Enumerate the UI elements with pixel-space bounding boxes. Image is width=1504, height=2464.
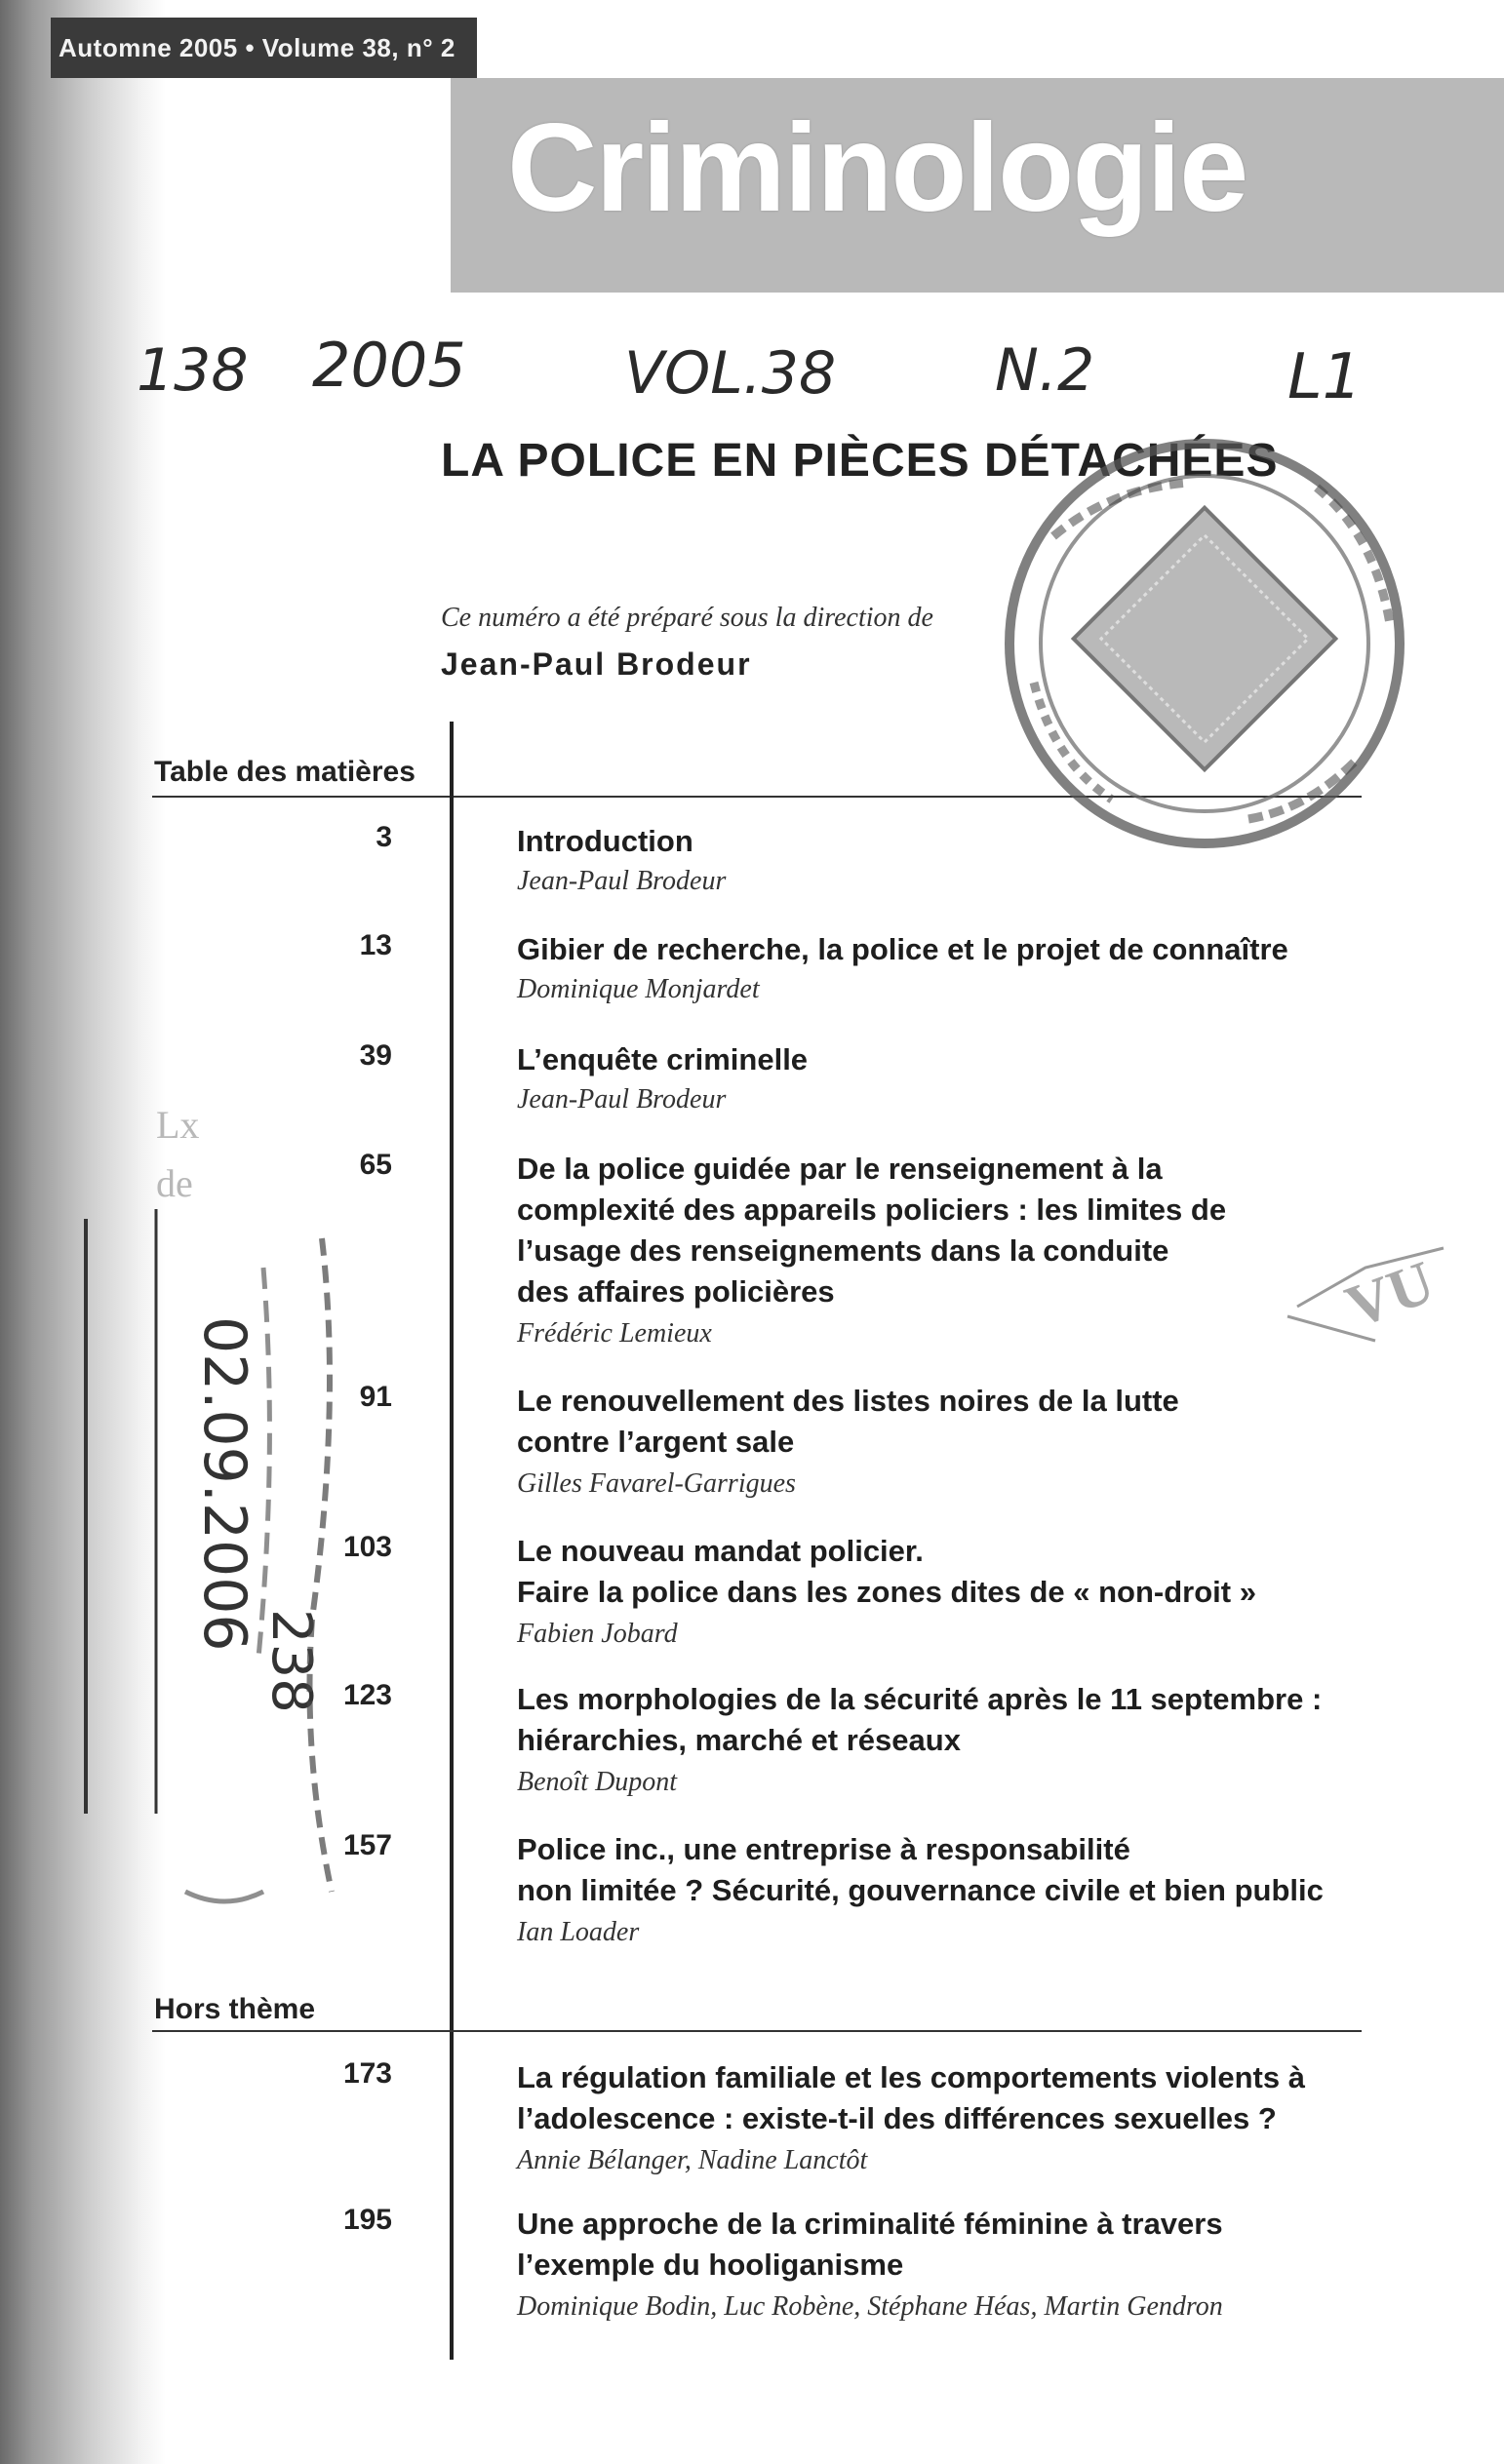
toc-entry-title-line: Faire la police dans les zones dites de « non-droit »: [517, 1575, 1256, 1609]
toc-entry-title-line: Police inc., une entreprise à responsabilité: [517, 1832, 1130, 1866]
toc-entry-author: Dominique Monjardet: [517, 974, 760, 1004]
toc-entry-title-line: l’exemple du hooliganisme: [517, 2248, 904, 2282]
hors-theme-rule: [152, 2030, 1362, 2032]
toc-entry-author: Benoît Dupont: [517, 1767, 678, 1797]
toc-page-number: 39: [359, 1039, 392, 1072]
toc-vertical-rule: [450, 722, 454, 2360]
toc-entry-author: Fabien Jobard: [517, 1619, 678, 1649]
toc-entry-title-line: complexité des appareils policiers : les limites de: [517, 1193, 1227, 1227]
vu-stamp-text: VU: [1337, 1248, 1444, 1342]
toc-entry-title-line: De la police guidée par le renseignement à la: [517, 1152, 1163, 1186]
toc-page-number: 195: [342, 2204, 392, 2236]
toc-page-number: 103: [342, 1531, 392, 1563]
toc-page-number: 123: [342, 1679, 392, 1711]
toc-page-number: 173: [342, 2057, 392, 2090]
library-stamp-icon: [995, 429, 1414, 907]
toc-entry-author: Ian Loader: [517, 1917, 640, 1947]
registration-number: 238: [259, 1609, 323, 1713]
toc-entry-title: L’enquête criminelle: [517, 1042, 809, 1076]
toc-entry-title-line: Le nouveau mandat policier.: [517, 1534, 924, 1568]
prepared-intro: Ce numéro a été préparé sous la direction de: [441, 603, 933, 633]
toc-entry-title-line: l’usage des renseignements dans la conduite: [517, 1233, 1169, 1268]
toc-label: Table des matières: [154, 756, 416, 788]
toc-entry-title-line: La régulation familiale et les comportements violents à: [517, 2060, 1305, 2094]
bleed-through-text: de: [156, 1161, 193, 1205]
toc-entry-title-line: Les morphologies de la sécurité après le 11 septembre :: [517, 1682, 1323, 1716]
issue-banner: Automne 2005 • Volume 38, n° 2: [51, 18, 477, 78]
toc-entry-author: Frédéric Lemieux: [517, 1318, 712, 1349]
registration-date: 02.09.2006: [190, 1316, 258, 1652]
toc-entry-title: Gibier de recherche, la police et le projet de connaître: [517, 932, 1288, 966]
toc-entry-title: Introduction: [517, 824, 693, 858]
vu-stamp: [1278, 1238, 1463, 1355]
toc-entry-title-line: contre l’argent sale: [517, 1425, 795, 1459]
toc-page-number: 3: [376, 821, 392, 853]
journal-title: Criminologie: [507, 98, 1247, 238]
toc-entry-title-line: non limitée ? Sécurité, gouvernance civile et bien public: [517, 1873, 1324, 1907]
handwritten-year: 2005: [312, 330, 466, 401]
handwritten-code: L1: [1287, 341, 1363, 413]
toc-entry-author: Jean-Paul Brodeur: [517, 1084, 727, 1115]
toc-entry-title-line: Le renouvellement des listes noires de la lutte: [517, 1384, 1179, 1418]
handwritten-volume: VOL.38: [624, 339, 837, 408]
toc-entry-title-line: hiérarchies, marché et réseaux: [517, 1723, 961, 1757]
issue-editor: Jean-Paul Brodeur: [441, 646, 752, 682]
toc-entry-author: Jean-Paul Brodeur: [517, 866, 727, 896]
registration-stamp: [68, 1209, 400, 1950]
toc-entry-author: Annie Bélanger, Nadine Lanctôt: [517, 2145, 868, 2175]
bleed-through-text: Lx: [156, 1103, 200, 1147]
toc-page-number: 91: [359, 1381, 392, 1413]
toc-entry-title-line: l’adolescence : existe-t-il des différences sexuelles ?: [517, 2101, 1277, 2135]
toc-entry-author: Dominique Bodin, Luc Robène, Stéphane Héas, Martin Gendron: [517, 2291, 1223, 2322]
toc-page-number: 65: [359, 1149, 392, 1181]
toc-entry-title-line: Une approche de la criminalité féminine à travers: [517, 2207, 1223, 2241]
handwritten-issue: N.2: [995, 336, 1095, 405]
toc-page-number: 13: [359, 929, 392, 961]
toc-entry-author: Gilles Favarel-Garrigues: [517, 1468, 796, 1499]
hors-theme-label: Hors thème: [154, 1993, 316, 2025]
toc-page-number: 157: [342, 1829, 392, 1861]
toc-entry-title-line: des affaires policières: [517, 1274, 835, 1309]
handwritten-number: 138: [137, 336, 249, 405]
issue-title: LA POLICE EN PIÈCES DÉTACHÉES: [441, 435, 1279, 487]
